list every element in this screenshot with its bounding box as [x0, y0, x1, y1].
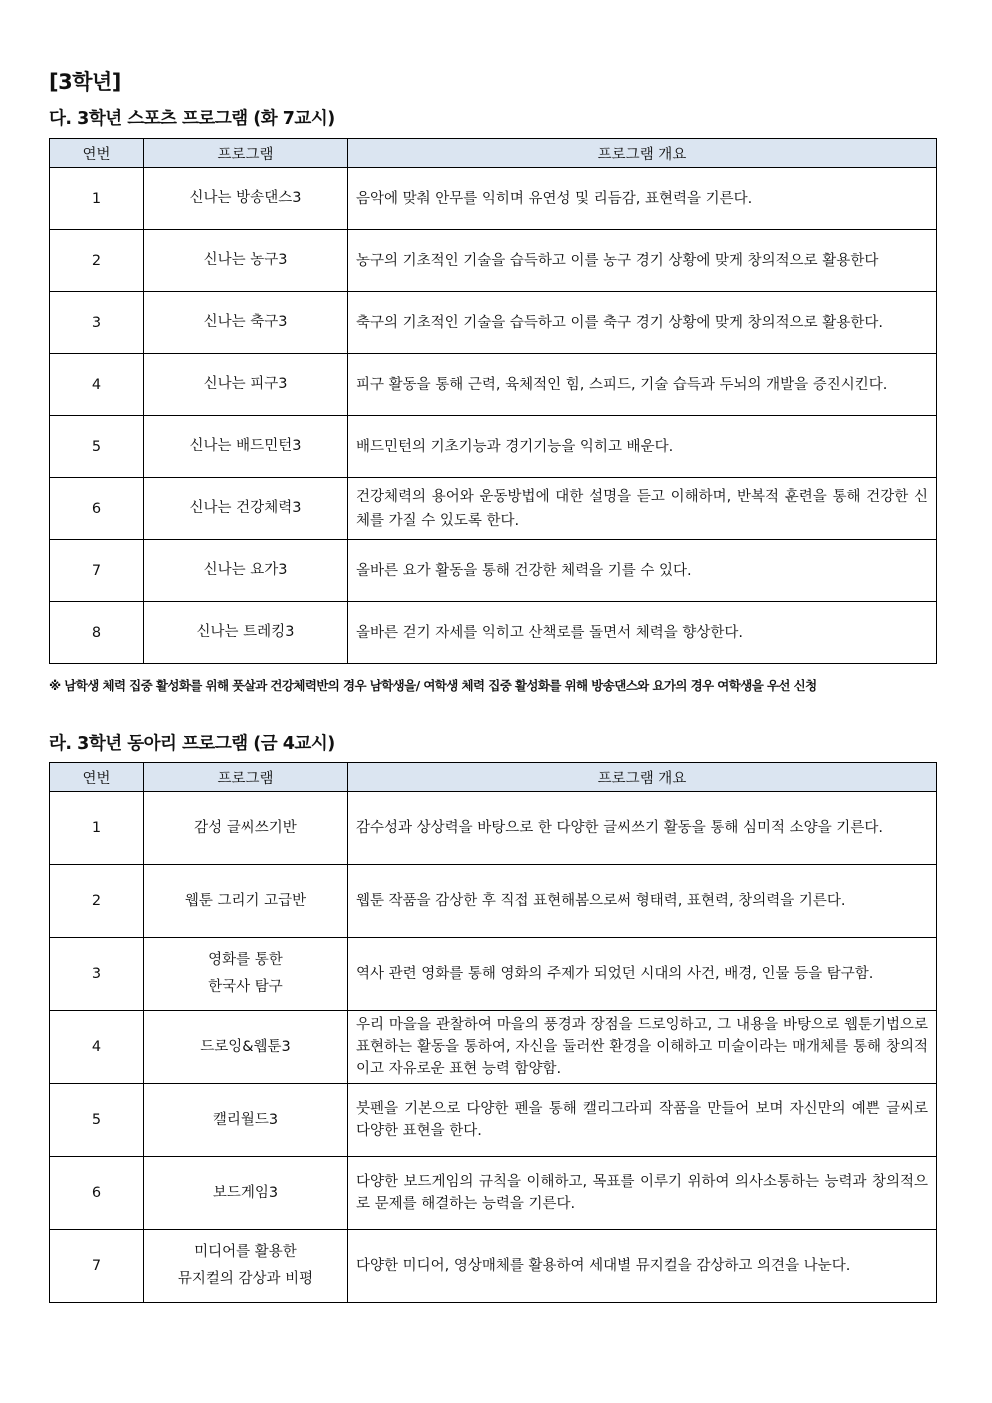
- grade-title: [3학년]: [49, 70, 121, 94]
- table-row: [50, 602, 937, 664]
- row-number: 5: [50, 416, 144, 478]
- header-number: 연번: [50, 763, 144, 792]
- table-row: [50, 865, 937, 938]
- program-description: 농구의 기초적인 기술을 습득하고 이를 농구 경기 상황에 맞게 창의적으로 활용한다: [348, 230, 937, 292]
- row-number: 7: [50, 1230, 144, 1303]
- program-description: 우리 마을을 관찰하여 마을의 풍경과 장점을 드로잉하고, 그 내용을 바탕으로 웹툰기법으로 표현하는 활동을 통하여, 자신을 둘러싼 환경을 이해하고 미술이라는 매개체를 통해 창의적이고 자유로운 표현 능력 함양함.: [348, 1011, 937, 1084]
- table-row: [50, 792, 937, 865]
- row-number: 1: [50, 168, 144, 230]
- program-name: 신나는 피구3: [144, 354, 348, 416]
- table-row: [50, 938, 937, 1011]
- program-description: 음악에 맞춰 안무를 익히며 유연성 및 리듬감, 표현력을 기른다.: [348, 168, 937, 230]
- table-row: [50, 1157, 937, 1230]
- club-program-table: [49, 762, 937, 1303]
- program-name: 신나는 방송댄스3: [144, 168, 348, 230]
- row-number: 1: [50, 792, 144, 865]
- table-header-row: [50, 139, 937, 168]
- header-program: 프로그램: [144, 763, 348, 792]
- program-description: 축구의 기초적인 기술을 습득하고 이를 축구 경기 상황에 맞게 창의적으로 활용한다.: [348, 292, 937, 354]
- row-number: 3: [50, 938, 144, 1011]
- row-number: 2: [50, 865, 144, 938]
- row-number: 3: [50, 292, 144, 354]
- table-header-row: [50, 763, 937, 792]
- table-row: [50, 478, 937, 540]
- header-overview: 프로그램 개요: [348, 763, 937, 792]
- program-description: 올바른 요가 활동을 통해 건강한 체력을 기를 수 있다.: [348, 540, 937, 602]
- row-number: 2: [50, 230, 144, 292]
- sports-program-table: [49, 138, 937, 664]
- table-row: [50, 416, 937, 478]
- program-description: 웹툰 작품을 감상한 후 직접 표현해봄으로써 형태력, 표현력, 창의력을 기른다.: [348, 865, 937, 938]
- program-description: 올바른 걷기 자세를 익히고 산책로를 돌면서 체력을 향상한다.: [348, 602, 937, 664]
- program-name: 미디어를 활용한 뮤지컬의 감상과 비평: [144, 1230, 348, 1303]
- header-overview: 프로그램 개요: [348, 139, 937, 168]
- header-program: 프로그램: [144, 139, 348, 168]
- header-number: 연번: [50, 139, 144, 168]
- program-description: 역사 관련 영화를 통해 영화의 주제가 되었던 시대의 사건, 배경, 인물 등을 탐구함.: [348, 938, 937, 1011]
- club-program-title: 라. 3학년 동아리 프로그램 (금 4교시): [49, 734, 335, 754]
- program-name: 신나는 배드민턴3: [144, 416, 348, 478]
- table-row: [50, 168, 937, 230]
- program-name: 캘리월드3: [144, 1084, 348, 1157]
- program-description: 붓펜을 기본으로 다양한 펜을 통해 캘리그라피 작품을 만들어 보며 자신만의 예쁜 글씨로 다양한 표현을 한다.: [348, 1084, 937, 1157]
- program-name: 신나는 건강체력3: [144, 478, 348, 540]
- table-row: [50, 230, 937, 292]
- row-number: 6: [50, 478, 144, 540]
- program-description: 다양한 보드게임의 규칙을 이해하고, 목표를 이루기 위하여 의사소통하는 능력과 창의적으로 문제를 해결하는 능력을 기른다.: [348, 1157, 937, 1230]
- program-name: 신나는 농구3: [144, 230, 348, 292]
- table-row: [50, 540, 937, 602]
- row-number: 8: [50, 602, 144, 664]
- program-description: 건강체력의 용어와 운동방법에 대한 설명을 듣고 이해하며, 반복적 훈련을 통해 건강한 신체를 가질 수 있도록 한다.: [348, 478, 937, 540]
- program-description: 피구 활동을 통해 근력, 육체적인 힘, 스피드, 기술 습득과 두뇌의 개발을 증진시킨다.: [348, 354, 937, 416]
- table-row: [50, 292, 937, 354]
- priority-note: ※ 남학생 체력 집중 활성화를 위해 풋살과 건강체력반의 경우 남학생을/ 여학생 체력 집중 활성화를 위해 방송댄스와 요가의 경우 여학생을 우선 신청: [49, 678, 817, 693]
- program-name: 영화를 통한 한국사 탐구: [144, 938, 348, 1011]
- table-row: [50, 1011, 937, 1084]
- program-description: 배드민턴의 기초기능과 경기기능을 익히고 배운다.: [348, 416, 937, 478]
- program-name: 신나는 요가3: [144, 540, 348, 602]
- program-name: 웹툰 그리기 고급반: [144, 865, 348, 938]
- row-number: 7: [50, 540, 144, 602]
- program-name: 보드게임3: [144, 1157, 348, 1230]
- program-description: 감수성과 상상력을 바탕으로 한 다양한 글씨쓰기 활동을 통해 심미적 소양을 기른다.: [348, 792, 937, 865]
- program-name: 신나는 트레킹3: [144, 602, 348, 664]
- row-number: 4: [50, 354, 144, 416]
- table-row: [50, 1084, 937, 1157]
- program-description: 다양한 미디어, 영상매체를 활용하여 세대별 뮤지컬을 감상하고 의견을 나눈다.: [348, 1230, 937, 1303]
- program-name: 드로잉&웹툰3: [144, 1011, 348, 1084]
- table-row: [50, 354, 937, 416]
- row-number: 4: [50, 1011, 144, 1084]
- program-name: 신나는 축구3: [144, 292, 348, 354]
- sports-program-title: 다. 3학년 스포츠 프로그램 (화 7교시): [49, 109, 335, 129]
- table-row: [50, 1230, 937, 1303]
- program-name: 감성 글씨쓰기반: [144, 792, 348, 865]
- row-number: 5: [50, 1084, 144, 1157]
- row-number: 6: [50, 1157, 144, 1230]
